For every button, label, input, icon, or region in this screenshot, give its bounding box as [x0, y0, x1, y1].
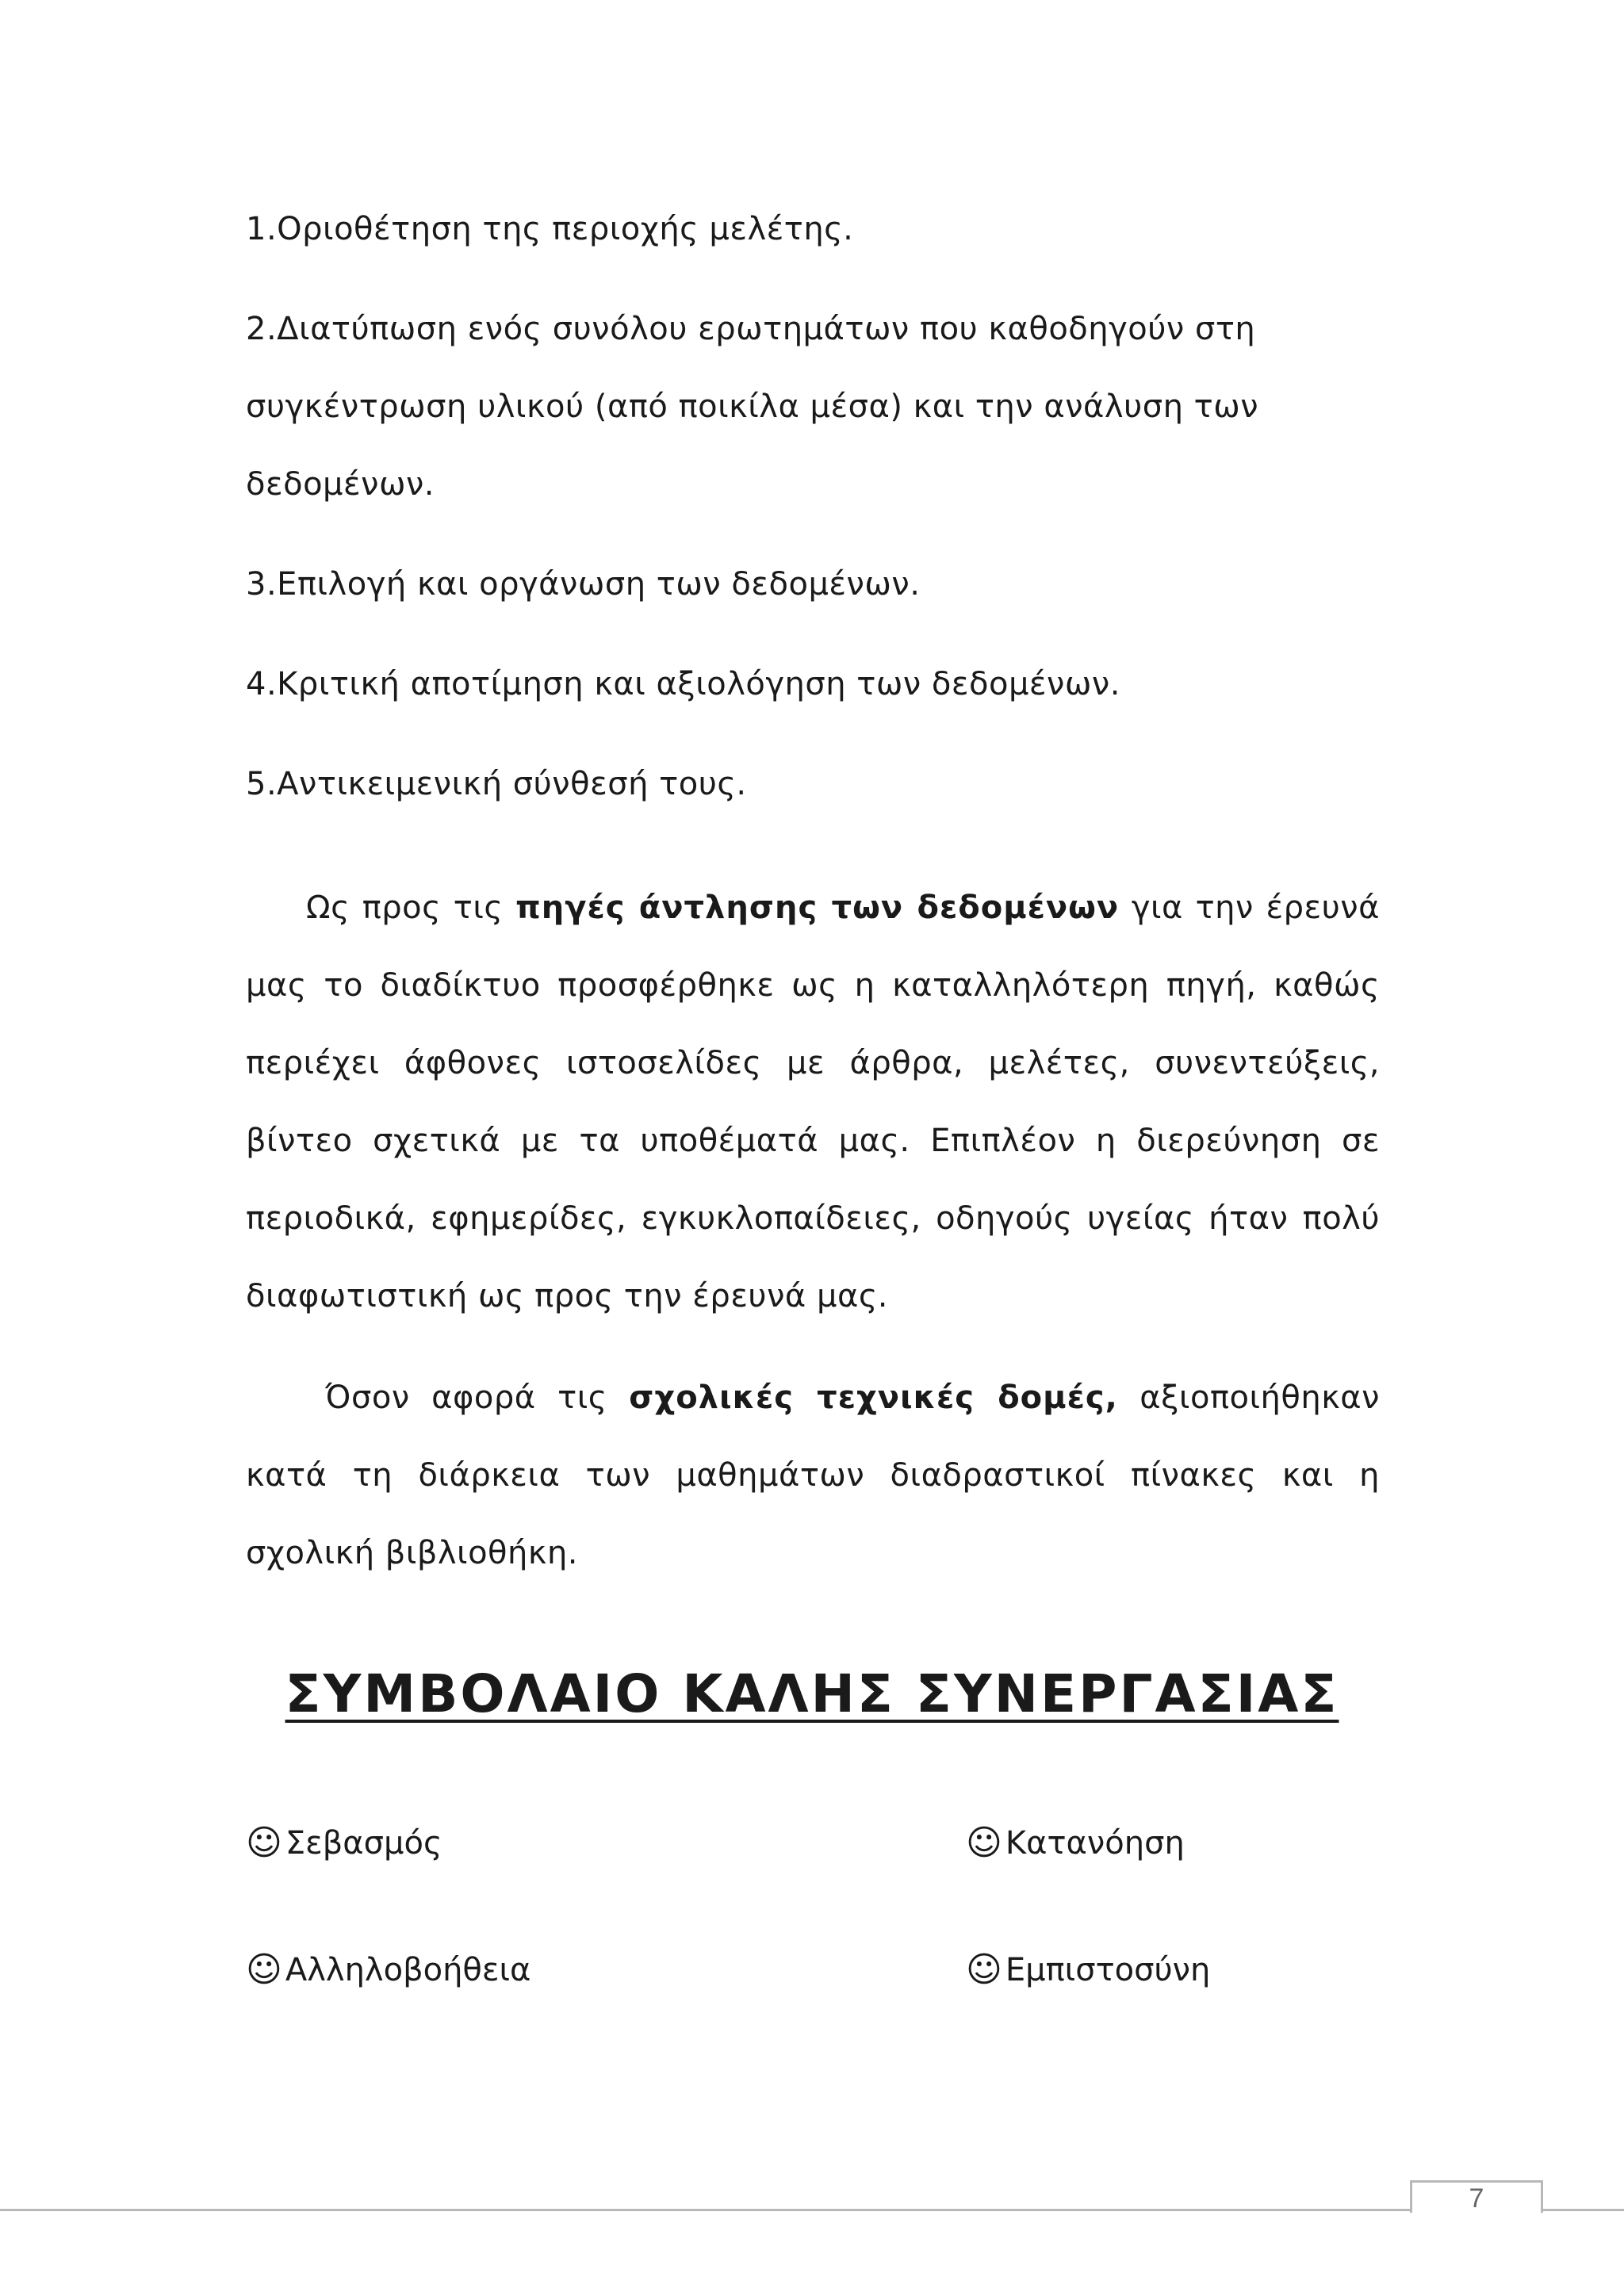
structures-paragraph — [246, 1359, 1380, 1592]
structures-lead: Όσον αφορά τις — [325, 1380, 630, 1416]
step-5: 5.Αντικειμενική σύνθεσή τους. — [246, 766, 747, 802]
smiley-icon: ☺ — [966, 1950, 1002, 1990]
contract-row — [246, 1823, 1380, 1950]
step-3: 3.Επιλογή και οργάνωση των δεδομένων. — [246, 566, 921, 603]
contract-item-label: Σεβασμός — [285, 1825, 442, 1862]
sources-rest: για την έρευνά μας το διαδίκτυο προσφέρθηκε ως η καταλληλότερη πηγή, καθώς περιέχει άφθονες ιστοσελίδες με άρθρα, μελέτες, συνεντεύξεις, βίντεο σχετικά με τα υποθέματά μας. Επιπλέον η διερεύνηση σε περιοδικά, εφημερίδες, εγκυκλοπαίδειες, οδηγούς υγείας ήταν πολύ διαφωτιστική ως προς την έρευνά μας. — [246, 890, 1381, 1314]
contract-item — [246, 1950, 966, 1990]
smiley-icon: ☺ — [246, 1823, 282, 1863]
structures-rest: αξιοποιήθηκαν κατά τη διάρκεια των μαθημάτων διαδραστικοί πίνακες και η σχολική βιβλιοθήκη. — [246, 1380, 1380, 1571]
contract-item-label: Αλληλοβοήθεια — [285, 1952, 531, 1988]
contract-list — [246, 1823, 1380, 2077]
step-4: 4.Κριτική αποτίμηση και αξιολόγηση των δεδομένων. — [246, 666, 1120, 702]
step-1: 1.Οριοθέτηση της περιοχής μελέτης. — [246, 211, 854, 247]
contract-item — [966, 1950, 1380, 1990]
contract-item-label: Κατανόηση — [1005, 1825, 1185, 1862]
step-2-line-1: 2.Διατύπωση ενός συνόλου ερωτημάτων που καθοδηγούν στη — [246, 311, 1256, 347]
main-content — [246, 190, 1380, 1592]
sources-bold: πηγές άντλησης των δεδομένων — [515, 890, 1120, 926]
sources-lead: Ως προς τις — [306, 890, 516, 926]
footer-divider — [0, 2209, 1624, 2211]
sources-paragraph — [246, 869, 1380, 1335]
structures-bold: σχολικές τεχνικές δομές, — [629, 1380, 1118, 1416]
contract-item — [246, 1823, 966, 1863]
contract-item — [966, 1823, 1380, 1863]
contract-row — [246, 1950, 1380, 2077]
step-2-line-2: συγκέντρωση υλικού (από ποικίλα μέσα) και την ανάλυση των — [246, 388, 1259, 425]
contract-item-label: Εμπιστοσύνη — [1005, 1952, 1211, 1988]
contract-heading: ΣΥΜΒΟΛΑΙΟ ΚΑΛΗΣ ΣΥΝΕΡΓΑΣΙΑΣ — [285, 1663, 1339, 1724]
page-number: 7 — [1410, 2180, 1543, 2213]
step-2-line-3: δεδομένων. — [246, 466, 435, 503]
smiley-icon: ☺ — [966, 1823, 1002, 1863]
smiley-icon: ☺ — [246, 1950, 282, 1990]
